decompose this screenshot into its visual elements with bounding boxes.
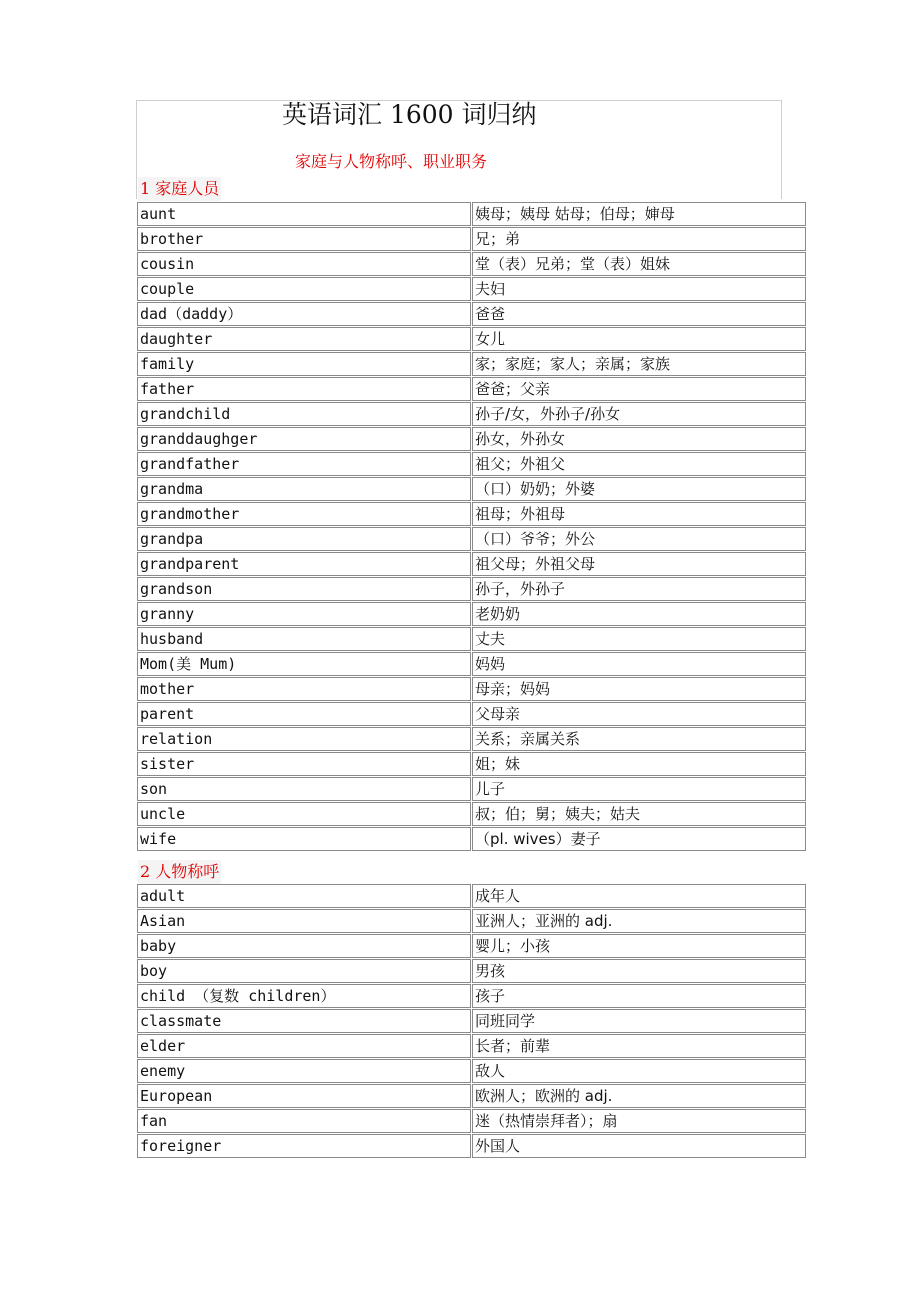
chinese-meaning-cell: 堂（表）兄弟；堂（表）姐妹 — [472, 252, 806, 276]
table-row — [137, 727, 806, 751]
table-row — [137, 1009, 806, 1033]
chinese-meaning-cell: （口）爷爷；外公 — [472, 527, 806, 551]
chinese-meaning-cell: 母亲；妈妈 — [472, 677, 806, 701]
table-row — [137, 677, 806, 701]
table-row — [137, 1034, 806, 1058]
english-word-cell: elder — [137, 1034, 471, 1058]
table-row — [137, 402, 806, 426]
table-row — [137, 252, 806, 276]
english-word-cell: foreigner — [137, 1134, 471, 1158]
chinese-meaning-cell: 爸爸 — [472, 302, 806, 326]
chinese-meaning-cell: 妈妈 — [472, 652, 806, 676]
table-row — [137, 827, 806, 851]
page-subtitle: 家庭与人物称呼、职业职务 — [295, 152, 488, 171]
chinese-meaning-cell: 男孩 — [472, 959, 806, 983]
english-word-cell: Mom(美 Mum) — [137, 652, 471, 676]
table-row — [137, 1084, 806, 1108]
table-row — [137, 1109, 806, 1133]
table-row — [137, 352, 806, 376]
english-word-cell: couple — [137, 277, 471, 301]
chinese-meaning-cell: 外国人 — [472, 1134, 806, 1158]
table-row — [137, 702, 806, 726]
english-word-cell: Asian — [137, 909, 471, 933]
chinese-meaning-cell: 欧洲人；欧洲的 adj. — [472, 1084, 806, 1108]
table-row — [137, 909, 806, 933]
chinese-meaning-cell: 敌人 — [472, 1059, 806, 1083]
chinese-meaning-cell: 孙子/女，外孙子/孙女 — [472, 402, 806, 426]
table-row — [137, 934, 806, 958]
english-word-cell: child （复数 children） — [137, 984, 471, 1008]
table-row — [137, 502, 806, 526]
table-row — [137, 477, 806, 501]
table-row — [137, 652, 806, 676]
chinese-meaning-cell: 迷（热情崇拜者）；扇 — [472, 1109, 806, 1133]
table-row — [137, 427, 806, 451]
table-row — [137, 377, 806, 401]
english-word-cell: grandchild — [137, 402, 471, 426]
chinese-meaning-cell: 同班同学 — [472, 1009, 806, 1033]
chinese-meaning-cell: 亚洲人；亚洲的 adj. — [472, 909, 806, 933]
english-word-cell: wife — [137, 827, 471, 851]
chinese-meaning-cell: 祖父；外祖父 — [472, 452, 806, 476]
chinese-meaning-cell: 婴儿；小孩 — [472, 934, 806, 958]
table-row — [137, 277, 806, 301]
chinese-meaning-cell: 叔；伯；舅；姨夫；姑夫 — [472, 802, 806, 826]
english-word-cell: classmate — [137, 1009, 471, 1033]
english-word-cell: husband — [137, 627, 471, 651]
table-row — [137, 327, 806, 351]
english-word-cell: daughter — [137, 327, 471, 351]
english-word-cell: mother — [137, 677, 471, 701]
chinese-meaning-cell: 儿子 — [472, 777, 806, 801]
english-word-cell: baby — [137, 934, 471, 958]
table-row — [137, 802, 806, 826]
vocab-table-family — [136, 201, 807, 852]
chinese-meaning-cell: （pl. wives）妻子 — [472, 827, 806, 851]
english-word-cell: family — [137, 352, 471, 376]
english-word-cell: brother — [137, 227, 471, 251]
table-row — [137, 527, 806, 551]
chinese-meaning-cell: 女儿 — [472, 327, 806, 351]
chinese-meaning-cell: 父母亲 — [472, 702, 806, 726]
english-word-cell: adult — [137, 884, 471, 908]
chinese-meaning-cell: 爸爸；父亲 — [472, 377, 806, 401]
english-word-cell: father — [137, 377, 471, 401]
english-word-cell: granddaughger — [137, 427, 471, 451]
chinese-meaning-cell: 家；家庭；家人；亲属；家族 — [472, 352, 806, 376]
table-row — [137, 452, 806, 476]
english-word-cell: European — [137, 1084, 471, 1108]
table-row — [137, 227, 806, 251]
table-row — [137, 552, 806, 576]
table-row — [137, 984, 806, 1008]
page-title: 英语词汇 1600 词归纳 — [282, 100, 537, 129]
table-row — [137, 577, 806, 601]
english-word-cell: grandpa — [137, 527, 471, 551]
english-word-cell: granny — [137, 602, 471, 626]
chinese-meaning-cell: 孩子 — [472, 984, 806, 1008]
english-word-cell: sister — [137, 752, 471, 776]
chinese-meaning-cell: 孙子，外孙子 — [472, 577, 806, 601]
chinese-meaning-cell: 祖母；外祖母 — [472, 502, 806, 526]
chinese-meaning-cell: 姨母；姨母 姑母；伯母；婶母 — [472, 202, 806, 226]
english-word-cell: grandma — [137, 477, 471, 501]
chinese-meaning-cell: 老奶奶 — [472, 602, 806, 626]
table-row — [137, 1059, 806, 1083]
chinese-meaning-cell: 夫妇 — [472, 277, 806, 301]
english-word-cell: enemy — [137, 1059, 471, 1083]
chinese-meaning-cell: 丈夫 — [472, 627, 806, 651]
chinese-meaning-cell: 姐；妹 — [472, 752, 806, 776]
english-word-cell: parent — [137, 702, 471, 726]
chinese-meaning-cell: 兄；弟 — [472, 227, 806, 251]
english-word-cell: grandmother — [137, 502, 471, 526]
vocab-table-people — [136, 883, 807, 1159]
english-word-cell: grandfather — [137, 452, 471, 476]
table-row — [137, 752, 806, 776]
english-word-cell: dad（daddy） — [137, 302, 471, 326]
chinese-meaning-cell: 长者；前辈 — [472, 1034, 806, 1058]
table-row — [137, 302, 806, 326]
table-row — [137, 202, 806, 226]
english-word-cell: fan — [137, 1109, 471, 1133]
english-word-cell: relation — [137, 727, 471, 751]
chinese-meaning-cell: 孙女，外孙女 — [472, 427, 806, 451]
english-word-cell: boy — [137, 959, 471, 983]
english-word-cell: grandparent — [137, 552, 471, 576]
english-word-cell: grandson — [137, 577, 471, 601]
chinese-meaning-cell: 祖父母；外祖父母 — [472, 552, 806, 576]
table-row — [137, 1134, 806, 1158]
section-heading-people: 2 人物称呼 — [138, 860, 221, 884]
english-word-cell: cousin — [137, 252, 471, 276]
english-word-cell: uncle — [137, 802, 471, 826]
section-heading-family: 1 家庭人员 — [138, 177, 221, 201]
english-word-cell: son — [137, 777, 471, 801]
chinese-meaning-cell: 成年人 — [472, 884, 806, 908]
chinese-meaning-cell: （口）奶奶；外婆 — [472, 477, 806, 501]
table-row — [137, 627, 806, 651]
english-word-cell: aunt — [137, 202, 471, 226]
chinese-meaning-cell: 关系；亲属关系 — [472, 727, 806, 751]
table-row — [137, 777, 806, 801]
table-row — [137, 959, 806, 983]
table-row — [137, 884, 806, 908]
table-row — [137, 602, 806, 626]
